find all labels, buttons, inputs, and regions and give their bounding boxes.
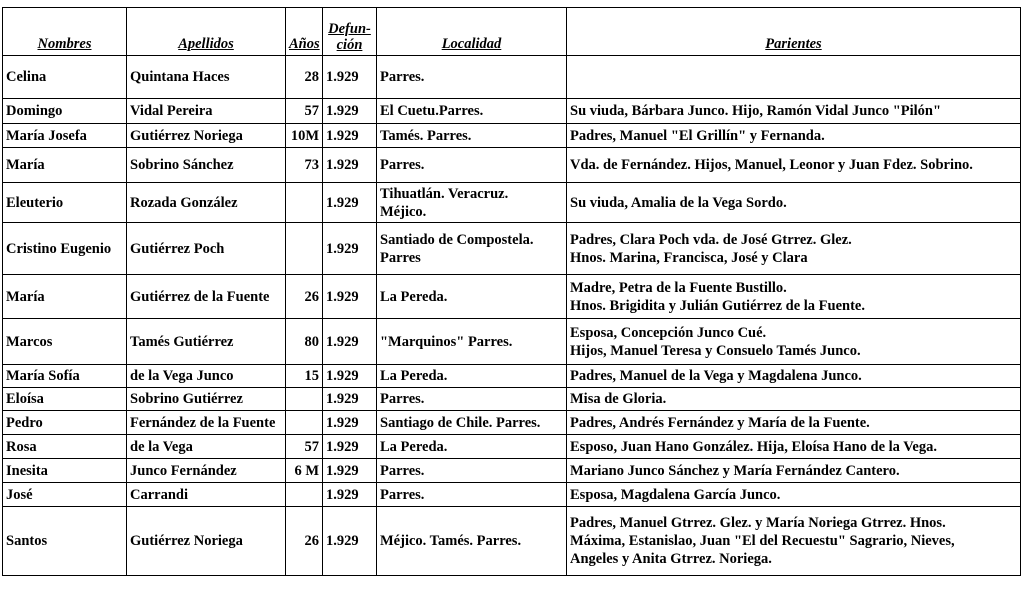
header-row — [3, 8, 1021, 56]
cell-apellidos: Tamés Gutiérrez — [127, 319, 286, 365]
cell-nombre: Eloísa — [3, 388, 127, 411]
cell-parientes — [567, 99, 1021, 124]
cell-parientes — [567, 459, 1021, 483]
cell-nombre: María Sofía — [3, 365, 127, 388]
cell-parientes — [567, 56, 1021, 99]
header-apellidos: Apellidos — [127, 8, 286, 56]
table-row — [3, 483, 1021, 507]
cell-localidad — [377, 56, 567, 99]
cell-parientes-line: Esposa, Magdalena García Junco. — [570, 486, 781, 503]
cell-localidad — [377, 411, 567, 435]
cell-localidad-line: Santiago de Chile. Parres. — [380, 414, 541, 431]
cell-localidad-line: Parres. — [380, 157, 425, 173]
cell-apellidos: Gutiérrez Poch — [127, 223, 286, 275]
cell-localidad-line: La Pereda. — [380, 438, 448, 455]
cell-anos — [286, 411, 323, 435]
table-row — [3, 388, 1021, 411]
header-localidad: Localidad — [377, 8, 567, 56]
cell-parientes — [567, 124, 1021, 148]
cell-anos — [286, 483, 323, 507]
cell-localidad-line: Santiado de Compostela. — [380, 231, 534, 248]
cell-defuncion: 1.929 — [323, 388, 377, 411]
cell-apellidos: Fernández de la Fuente — [127, 411, 286, 435]
cell-parientes-line: Su viuda, Bárbara Junco. Hijo, Ramón Vidal Junco "Pilón" — [570, 103, 942, 119]
cell-defuncion: 1.929 — [323, 459, 377, 483]
cell-parientes — [567, 411, 1021, 435]
cell-nombre: Domingo — [3, 99, 127, 124]
table-row — [3, 99, 1021, 124]
header-parientes: Parientes — [567, 8, 1021, 56]
table-row — [3, 275, 1021, 319]
records-body — [3, 56, 1021, 576]
cell-parientes — [567, 183, 1021, 223]
table-row — [3, 411, 1021, 435]
cell-nombre: María — [3, 148, 127, 183]
cell-localidad-line: La Pereda. — [380, 368, 448, 384]
cell-anos — [286, 223, 323, 275]
header-defuncion: Defun- ción — [323, 8, 377, 56]
cell-localidad-line: Parres — [380, 249, 421, 266]
cell-defuncion: 1.929 — [323, 435, 377, 459]
cell-localidad-line: La Pereda. — [380, 288, 448, 305]
cell-nombre: Santos — [3, 507, 127, 576]
cell-parientes — [567, 507, 1021, 576]
cell-anos — [286, 183, 323, 223]
cell-parientes-line: Esposa, Concepción Junco Cué. — [570, 324, 767, 341]
cell-localidad — [377, 507, 567, 576]
cell-anos: 10M — [286, 124, 323, 148]
cell-nombre: Eleuterio — [3, 183, 127, 223]
cell-nombre: José — [3, 483, 127, 507]
table-row — [3, 223, 1021, 275]
cell-nombre: Celina — [3, 56, 127, 99]
cell-anos: 6 M — [286, 459, 323, 483]
cell-parientes-line: Vda. de Fernández. Hijos, Manuel, Leonor y Juan Fdez. Sobrino. — [570, 157, 973, 173]
cell-nombre: Pedro — [3, 411, 127, 435]
cell-localidad — [377, 99, 567, 124]
cell-parientes — [567, 275, 1021, 319]
cell-parientes — [567, 223, 1021, 275]
cell-apellidos: Gutiérrez Noriega — [127, 124, 286, 148]
cell-defuncion: 1.929 — [323, 99, 377, 124]
cell-localidad — [377, 388, 567, 411]
cell-parientes — [567, 319, 1021, 365]
cell-anos — [286, 388, 323, 411]
cell-anos: 73 — [286, 148, 323, 183]
cell-localidad-line: Méjico. Tamés. Parres. — [380, 533, 522, 549]
cell-parientes-line: Hnos. Marina, Francisca, José y Clara — [570, 249, 808, 266]
cell-nombre: Marcos — [3, 319, 127, 365]
cell-parientes-line: Mariano Junco Sánchez y María Fernández Cantero. — [570, 462, 900, 479]
cell-defuncion: 1.929 — [323, 148, 377, 183]
cell-parientes-line: Madre, Petra de la Fuente Bustillo. — [570, 279, 787, 296]
cell-defuncion: 1.929 — [323, 483, 377, 507]
records-table — [2, 7, 1021, 576]
cell-defuncion: 1.929 — [323, 275, 377, 319]
cell-parientes-line: Máxima, Estanislao, Juan "El del Recuestu" Sagrario, Nieves, — [570, 533, 955, 549]
table-row — [3, 56, 1021, 99]
cell-nombre: Inesita — [3, 459, 127, 483]
cell-apellidos: Junco Fernández — [127, 459, 286, 483]
cell-nombre: Cristino Eugenio — [3, 223, 127, 275]
cell-localidad — [377, 319, 567, 365]
table-row — [3, 435, 1021, 459]
cell-apellidos: Gutiérrez Noriega — [127, 507, 286, 576]
table-row — [3, 148, 1021, 183]
cell-localidad — [377, 435, 567, 459]
cell-parientes-line: Padres, Clara Poch vda. de José Gtrrez. Glez. — [570, 231, 852, 248]
table-row — [3, 365, 1021, 388]
cell-localidad-line: Parres. — [380, 69, 425, 85]
cell-defuncion: 1.929 — [323, 507, 377, 576]
cell-localidad-line: Parres. — [380, 462, 425, 479]
cell-parientes-line: Esposo, Juan Hano González. Hija, Eloísa Hano de la Vega. — [570, 438, 937, 455]
table-row — [3, 459, 1021, 483]
cell-anos: 80 — [286, 319, 323, 365]
cell-parientes — [567, 435, 1021, 459]
cell-apellidos: Carrandi — [127, 483, 286, 507]
cell-apellidos: Quintana Haces — [127, 56, 286, 99]
cell-nombre: María Josefa — [3, 124, 127, 148]
cell-apellidos: Sobrino Gutiérrez — [127, 388, 286, 411]
cell-anos: 26 — [286, 275, 323, 319]
cell-parientes — [567, 365, 1021, 388]
cell-localidad-line: El Cuetu.Parres. — [380, 103, 484, 119]
table-row — [3, 183, 1021, 223]
cell-defuncion: 1.929 — [323, 319, 377, 365]
cell-anos: 15 — [286, 365, 323, 388]
cell-nombre: María — [3, 275, 127, 319]
table-row — [3, 507, 1021, 576]
cell-localidad-line: "Marquinos" Parres. — [380, 333, 513, 350]
table-row — [3, 124, 1021, 148]
cell-anos: 26 — [286, 507, 323, 576]
cell-localidad — [377, 124, 567, 148]
cell-defuncion: 1.929 — [323, 223, 377, 275]
cell-apellidos: de la Vega — [127, 435, 286, 459]
cell-defuncion: 1.929 — [323, 56, 377, 99]
table-row — [3, 319, 1021, 365]
cell-defuncion: 1.929 — [323, 365, 377, 388]
cell-localidad-line: Tamés. Parres. — [380, 127, 472, 144]
cell-localidad-line: Parres. — [380, 486, 425, 503]
cell-localidad — [377, 365, 567, 388]
cell-apellidos: Vidal Pereira — [127, 99, 286, 124]
cell-localidad — [377, 483, 567, 507]
cell-apellidos: Gutiérrez de la Fuente — [127, 275, 286, 319]
cell-anos: 28 — [286, 56, 323, 99]
cell-defuncion: 1.929 — [323, 183, 377, 223]
cell-nombre: Rosa — [3, 435, 127, 459]
cell-parientes-line: Padres, Manuel de la Vega y Magdalena Junco. — [570, 368, 862, 384]
cell-anos: 57 — [286, 435, 323, 459]
cell-localidad-line: Tihuatlán. Veracruz. — [380, 185, 509, 202]
cell-parientes-line: Padres, Manuel Gtrrez. Glez. y María Noriega Gtrrez. Hnos. — [570, 515, 946, 531]
cell-localidad — [377, 223, 567, 275]
cell-parientes — [567, 483, 1021, 507]
cell-parientes-line: Padres, Andrés Fernández y María de la Fuente. — [570, 414, 870, 431]
cell-apellidos: Rozada González — [127, 183, 286, 223]
cell-localidad — [377, 148, 567, 183]
cell-parientes-line: Misa de Gloria. — [570, 391, 667, 407]
cell-parientes-line: Padres, Manuel "El Grillín" y Fernanda. — [570, 127, 825, 144]
header-nombres: Nombres — [3, 8, 127, 56]
cell-parientes — [567, 388, 1021, 411]
cell-parientes-line: Hijos, Manuel Teresa y Consuelo Tamés Junco. — [570, 342, 861, 359]
cell-apellidos: de la Vega Junco — [127, 365, 286, 388]
cell-parientes — [567, 148, 1021, 183]
cell-defuncion: 1.929 — [323, 124, 377, 148]
cell-localidad-line: Méjico. — [380, 203, 427, 220]
cell-defuncion: 1.929 — [323, 411, 377, 435]
cell-localidad — [377, 183, 567, 223]
cell-localidad — [377, 459, 567, 483]
cell-apellidos: Sobrino Sánchez — [127, 148, 286, 183]
cell-anos: 57 — [286, 99, 323, 124]
cell-parientes-line: Angeles y Anita Gtrrez. Noriega. — [570, 551, 772, 567]
cell-parientes-line: Hnos. Brigidita y Julián Gutiérrez de la Fuente. — [570, 297, 865, 314]
cell-localidad-line: Parres. — [380, 391, 425, 407]
cell-localidad — [377, 275, 567, 319]
cell-parientes-line: Su viuda, Amalia de la Vega Sordo. — [570, 194, 787, 211]
header-anos: Años — [286, 8, 323, 56]
